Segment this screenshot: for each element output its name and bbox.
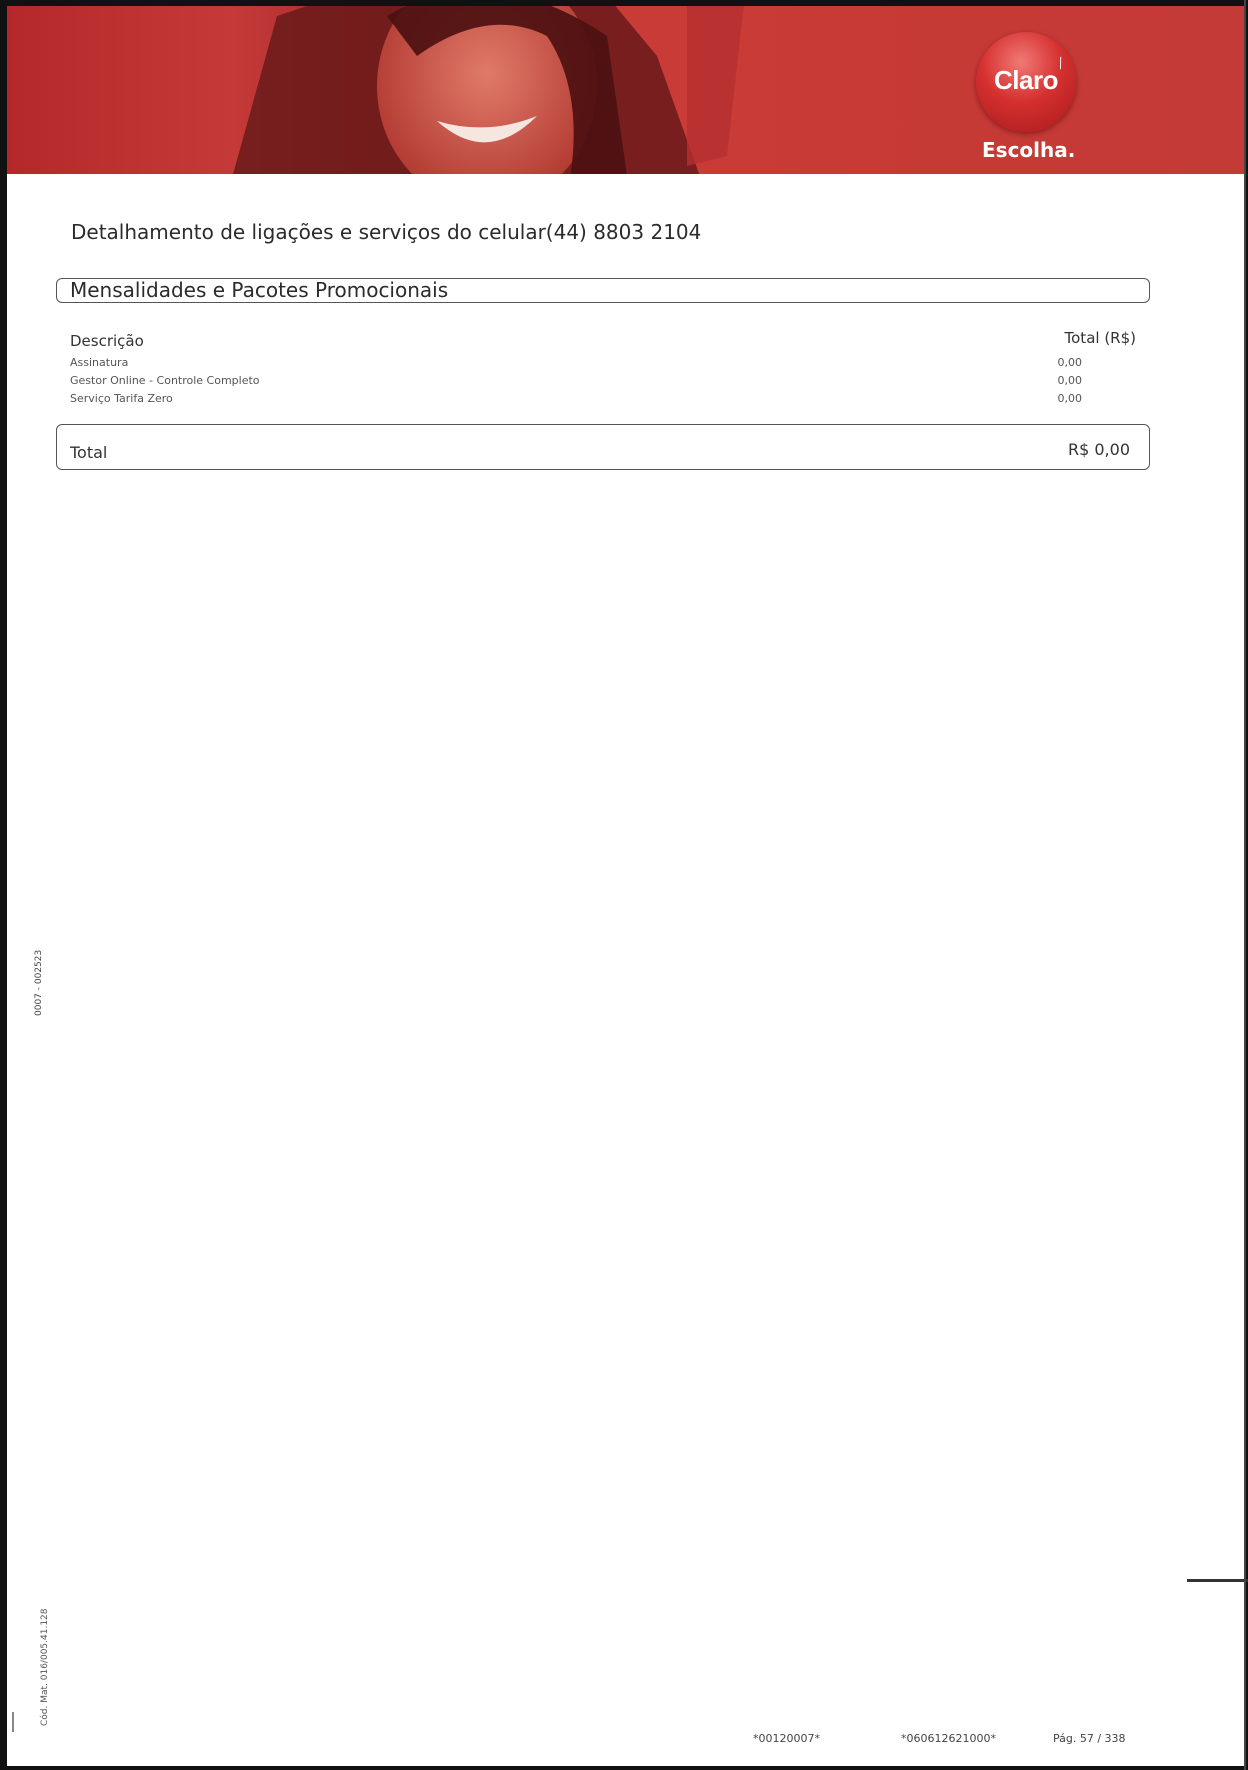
page-title: Detalhamento de ligações e serviços do celular(44) 8803 2104	[71, 220, 702, 244]
column-header-total: Total (R$)	[1064, 329, 1136, 347]
slogan: Escolha.	[982, 138, 1076, 162]
total-box	[56, 424, 1150, 470]
total-label: Total	[70, 443, 108, 462]
column-header-description: Descrição	[70, 332, 144, 350]
item-description: Assinatura	[70, 356, 129, 369]
page-number: Pág. 57 / 338	[1053, 1732, 1126, 1745]
item-description: Gestor Online - Controle Completo	[70, 374, 260, 387]
list-item	[70, 374, 1150, 392]
claro-logo	[976, 32, 1076, 132]
fold-mark	[1187, 1579, 1248, 1582]
list-item	[70, 356, 1150, 374]
list-item	[70, 392, 1150, 410]
header-photo	[187, 6, 827, 174]
footer-code-1: *00120007*	[753, 1732, 820, 1745]
item-value: 0,00	[1057, 374, 1082, 387]
charges-list	[70, 356, 1150, 410]
scan-edge	[1244, 0, 1246, 1770]
margin-code: 0007 - 002523	[34, 949, 44, 1016]
item-value: 0,00	[1057, 392, 1082, 405]
section-title: Mensalidades e Pacotes Promocionais	[70, 278, 452, 303]
total-value: R$ 0,00	[1067, 440, 1130, 459]
item-value: 0,00	[1057, 356, 1082, 369]
edge-mark	[12, 1712, 14, 1732]
item-description: Serviço Tarifa Zero	[70, 392, 173, 405]
spark-icon: ⁄	[1055, 56, 1066, 72]
section-header	[56, 278, 1150, 303]
logo-text: Claro	[994, 65, 1058, 95]
footer-code-2: *060612621000*	[901, 1732, 996, 1745]
header-banner	[7, 6, 1246, 174]
document-page	[7, 6, 1246, 1766]
material-code: Cód. Mat. 016/005.41.128	[40, 1608, 50, 1726]
